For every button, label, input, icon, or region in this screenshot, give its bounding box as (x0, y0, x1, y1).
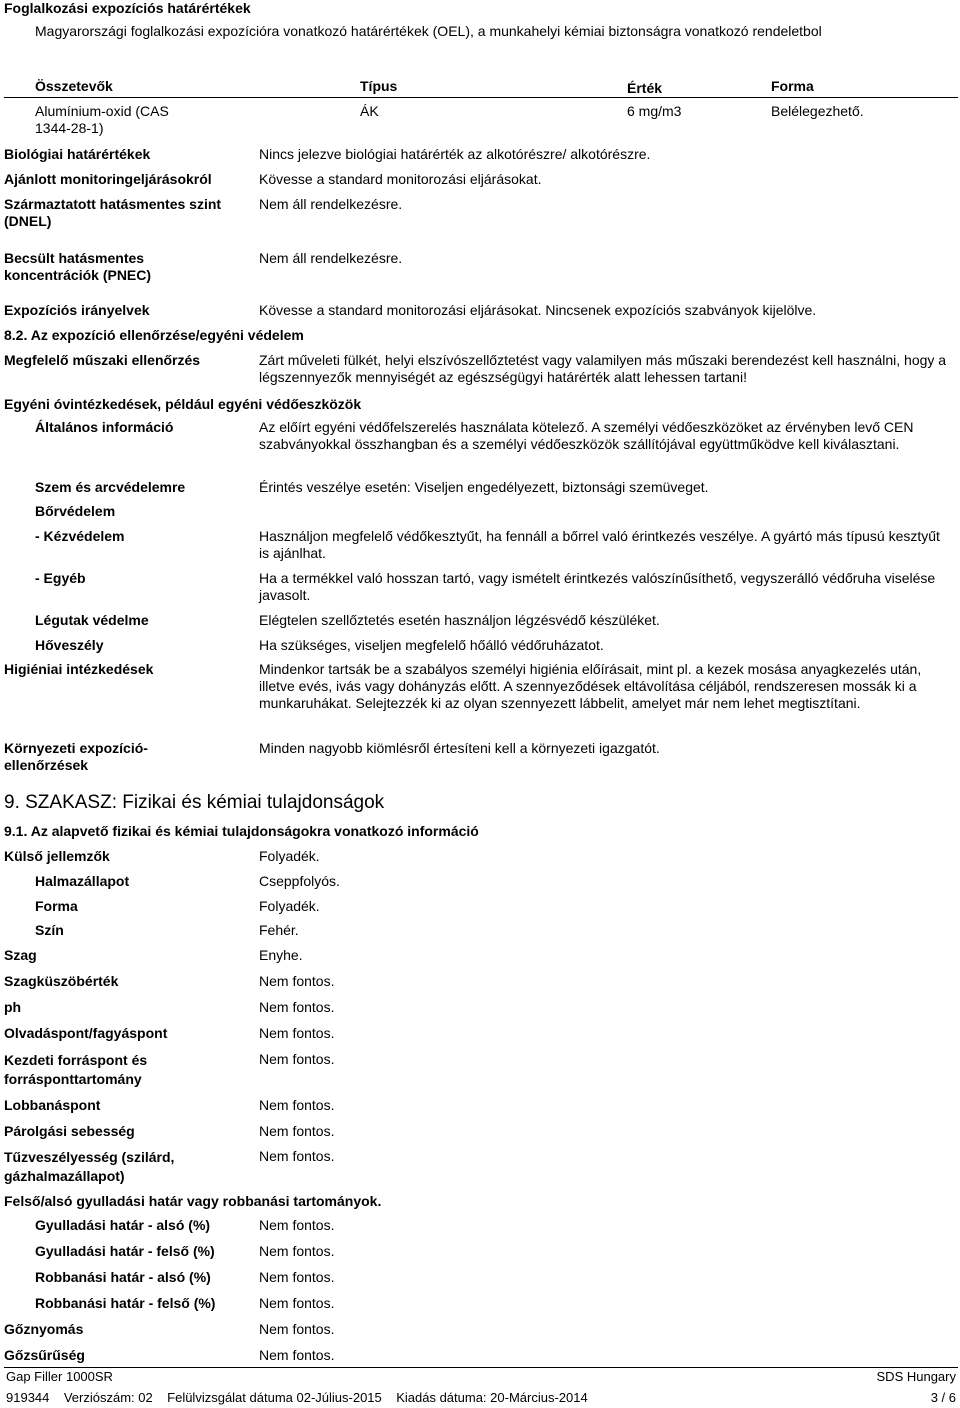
label-other-protection: - Egyéb (35, 570, 86, 586)
label-vapor-density: Gőzsűrűség (4, 1347, 85, 1363)
label-odor-threshold: Szagküszöbérték (4, 973, 119, 989)
label-color: Szín (35, 922, 64, 938)
label-evaporation-rate: Párolgási sebesség (4, 1123, 135, 1139)
label-respiratory-protection: Légutak védelme (35, 612, 149, 628)
value-odor-threshold: Nem fontos. (259, 973, 335, 989)
label-boiling-point: Kezdeti forráspont és forrásponttartomány (4, 1052, 148, 1087)
label-flammability-upper: Gyulladási határ - felső (%) (35, 1243, 215, 1259)
column-header-component: Összetevők (35, 78, 113, 94)
value-boiling-point: Nem fontos. (259, 1051, 335, 1067)
label-general-info: Általános információ (35, 419, 174, 435)
oel-type: ÁK (360, 103, 379, 119)
label-ph: ph (4, 999, 22, 1015)
explosive-limits-heading: Felső/alsó gyulladási határ vagy robbanási tartományok. (4, 1193, 382, 1209)
label-flash-point: Lobbanáspont (4, 1097, 101, 1113)
value-appearance: Folyadék. (259, 848, 320, 864)
label-monitoring: Ajánlott monitoringeljárásokról (4, 171, 212, 187)
value-flammability-lower: Nem fontos. (259, 1217, 335, 1233)
label-flammability: Tűzveszélyesség (szilárd, gázhalmazállapot) (4, 1149, 175, 1184)
footer-region: SDS Hungary (876, 1369, 956, 1384)
value-flammability-upper: Nem fontos. (259, 1243, 335, 1259)
value-other-protection: Ha a termékkel való hosszan tartó, vagy ismételt érintkezés valószínűsíthető, vegyszerálló védőruha viselése javasolt. (259, 570, 936, 603)
value-odor: Enyhe. (259, 947, 303, 963)
value-explosive-lower: Nem fontos. (259, 1269, 335, 1285)
label-engineering-controls: Megfelelő műszaki ellenőrzés (4, 352, 201, 368)
label-eye-protection: Szem és arcvédelemre (35, 479, 186, 495)
value-respiratory-protection: Elégtelen szellőztetés esetén használjon légzésvédő készüléket. (259, 612, 660, 628)
label-pnec: Becsült hatásmentes koncentrációk (PNEC) (4, 250, 152, 283)
section-9-heading: 9. SZAKASZ: Fizikai és kémiai tulajdonságok (4, 792, 385, 813)
footer-product-name: Gap Filler 1000SR (6, 1369, 113, 1384)
footer-page-number: 3 / 6 (930, 1390, 956, 1405)
oel-value: 6 mg/m3 (627, 103, 682, 119)
value-evaporation-rate: Nem fontos. (259, 1123, 335, 1139)
column-header-value: Érték (627, 80, 663, 96)
value-engineering-controls: Zárt műveleti fülkét, helyi elszívószellőztetést vagy valamilyen más műszaki berendezést kell használni, hogy a légszennyezők mennyiségét az egészségügyi határérték alatt lehessen tartani! (259, 352, 947, 385)
label-skin-protection: Bőrvédelem (35, 503, 116, 519)
footer-document-info: 919344 Verziószám: 02 Felülvizsgálat dátuma 02-Július-2015 Kiadás dátuma: 20-Március-2014 (6, 1390, 588, 1405)
value-hand-protection: Használjon megfelelő védőkesztyűt, ha fennáll a bőrrel való érintkezés veszélye. A gyártó más típusú kesztyűt is ajánlhat. (259, 528, 940, 561)
value-ph: Nem fontos. (259, 999, 335, 1015)
label-form: Forma (35, 898, 78, 914)
column-header-form: Forma (771, 78, 814, 94)
value-flash-point: Nem fontos. (259, 1097, 335, 1113)
table-header-divider (4, 97, 958, 98)
value-exposure-guidelines: Kövesse a standard monitorozási eljárásokat. Nincsenek expozíciós szabványok kijelölve. (259, 302, 817, 318)
label-dnel: Származtatott hatásmentes szint (DNEL) (4, 196, 222, 229)
ppe-heading: Egyéni óvintézkedések, például egyéni védőeszközök (4, 396, 362, 412)
label-hand-protection: - Kézvédelem (35, 528, 125, 544)
label-explosive-upper: Robbanási határ - felső (%) (35, 1295, 216, 1311)
column-header-type: Típus (360, 78, 398, 94)
footer-divider (4, 1367, 958, 1368)
value-dnel: Nem áll rendelkezésre. (259, 196, 403, 212)
section-9-1-heading: 9.1. Az alapvető fizikai és kémiai tulajdonságokra vonatkozó információ (4, 823, 479, 839)
section-8-2-heading: 8.2. Az expozíció ellenőrzése/egyéni védelem (4, 327, 304, 343)
value-color: Fehér. (259, 922, 299, 938)
value-vapor-density: Nem fontos. (259, 1347, 335, 1363)
label-appearance: Külső jellemzők (4, 848, 110, 864)
oel-intro: Magyarországi foglalkozási expozícióra vonatkozó határértékek (OEL), a munkahelyi kémiai biztonságra vonatkozó rendeletbol (35, 23, 822, 39)
value-melting-point: Nem fontos. (259, 1025, 335, 1041)
label-environmental-controls: Környezeti expozíció-ellenőrzések (4, 740, 148, 773)
label-physical-state: Halmazállapot (35, 873, 130, 889)
value-flammability: Nem fontos. (259, 1148, 335, 1164)
label-thermal-hazards: Hőveszély (35, 637, 104, 653)
oel-form: Belélegezhető. (771, 103, 864, 119)
label-flammability-lower: Gyulladási határ - alsó (%) (35, 1217, 211, 1233)
value-monitoring: Kövesse a standard monitorozási eljárásokat. (259, 171, 542, 187)
value-pnec: Nem áll rendelkezésre. (259, 250, 403, 266)
value-hygiene: Mindenkor tartsák be a szabályos személyi higiénia előírásait, mint pl. a kezek mosása anyagkezelés után, illetve evés, ivás vagy dohányzás előtt. A szennyeződések eltávolítása céljából, rendszeresen mossák ki a munkaruhákat. Selejtezzék ki az olyan szennyezett lábbelit, amelyet már nem lehet megtisztítani. (259, 661, 922, 711)
oel-title: Foglalkozási expozíciós határértékek (4, 0, 251, 16)
label-odor: Szag (4, 947, 37, 963)
oel-component: Alumínium-oxid (CAS 1344-28-1) (35, 103, 169, 136)
label-melting-point: Olvadáspont/fagyáspont (4, 1025, 168, 1041)
label-exposure-guidelines: Expozíciós irányelvek (4, 302, 150, 318)
value-general-info: Az előírt egyéni védőfelszerelés használata kötelező. A személyi védőeszközöket az érvényben levő CEN szabványokkal összhangban és a személyi védőeszközök szállítójával együttműködve kell kiválasztani. (259, 419, 914, 452)
value-environmental-controls: Minden nagyobb kiömlésről értesíteni kell a környezeti igazgatót. (259, 740, 660, 756)
value-physical-state: Cseppfolyós. (259, 873, 340, 889)
value-form: Folyadék. (259, 898, 320, 914)
value-eye-protection: Érintés veszélye esetén: Viseljen engedélyezett, biztonsági szemüveget. (259, 479, 709, 495)
label-vapor-pressure: Gőznyomás (4, 1321, 84, 1337)
label-biological-limits: Biológiai határértékek (4, 146, 151, 162)
label-explosive-lower: Robbanási határ - alsó (%) (35, 1269, 211, 1285)
label-hygiene: Higiéniai intézkedések (4, 661, 154, 677)
value-thermal-hazards: Ha szükséges, viseljen megfelelő hőálló védőruházatot. (259, 637, 604, 653)
value-explosive-upper: Nem fontos. (259, 1295, 335, 1311)
value-biological-limits: Nincs jelezve biológiai határérték az alkotórészre/ alkotórészre. (259, 146, 651, 162)
value-vapor-pressure: Nem fontos. (259, 1321, 335, 1337)
